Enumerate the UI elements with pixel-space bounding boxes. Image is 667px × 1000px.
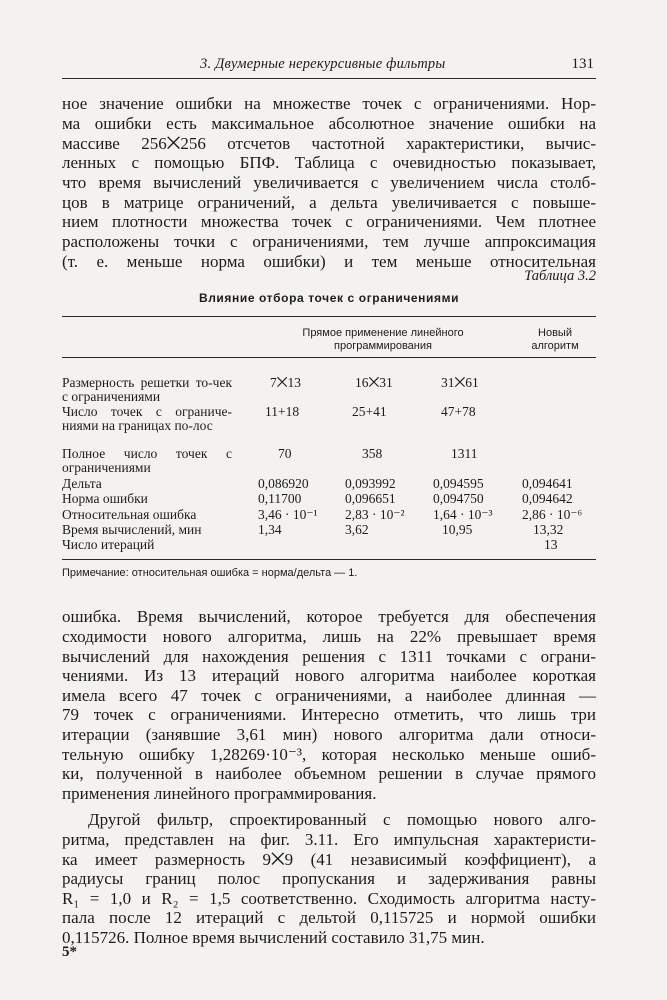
table-cell: 1,34 <box>258 522 282 537</box>
table-cell: 7⨉13 <box>270 375 302 390</box>
table-cell: 0,094642 <box>522 491 573 506</box>
table-title: Влияние отбора точек с ограничениями <box>198 291 460 305</box>
text-line: 0,115726. Полное время вычислений составило 31,75 мин. <box>62 928 485 947</box>
table-cell: 13,32 <box>533 522 564 537</box>
text-line: (т. е. меньше норма ошибки) и тем меньше относительная <box>62 252 596 271</box>
text-line: нием плотности множества точек с ограничениями. Чем плотнее <box>62 212 596 231</box>
column-new-header: Новый алгоритм <box>531 327 579 352</box>
text-line: массиве 256⨉256 отсчетов частотной характеристики, вычис- <box>62 134 596 153</box>
table-bottom-rule <box>62 559 596 560</box>
row-label: Размерность решетки то-чек с ограничениями <box>62 375 232 404</box>
table-cell: 70 <box>278 446 292 461</box>
text-line: ма ошибки есть максимальное абсолютное значение ошибки на <box>62 114 596 133</box>
row-label: Норма ошибки <box>62 491 148 506</box>
table-cell: 0,094595 <box>433 476 484 491</box>
table-cell: 0,086920 <box>258 476 309 491</box>
table-cell: 0,093992 <box>345 476 396 491</box>
text-line: радиусы границ полос пропускания и задерживания равны <box>62 869 596 888</box>
row-label: Дельта <box>62 476 102 491</box>
text-line: тельную ошибку 1,28269·10⁻³, которая несколько меньше ошиб- <box>62 745 596 764</box>
table-cell: 3,62 <box>345 522 369 537</box>
text-line: ка имеет размерность 9⨉9 (41 независимый коэффициент), а <box>62 850 596 869</box>
table-cell: 0,094750 <box>433 491 484 506</box>
table-cell: 0,094641 <box>522 476 573 491</box>
text-line: 79 точек с ограничениями. Интересно отметить, что лишь три <box>62 705 596 724</box>
text-line: итерации (занявшие 3,61 мин) нового алгоритма дали относи- <box>62 725 596 744</box>
text-line: ное значение ошибки на множестве точек с ограничениями. Нор- <box>62 94 596 113</box>
table-cell: 0,11700 <box>258 491 302 506</box>
row-label: Число точек с ограниче-ниями на границах по-лос <box>62 404 232 433</box>
table-cell: 2,83 · 10⁻² <box>345 507 405 522</box>
text-line: ленных с помощью БПФ. Таблица с очевидностью показывает, <box>62 153 596 172</box>
text-line: ошибка. Время вычислений, которое требуется для обеспечения <box>62 607 596 626</box>
text-line: что время вычислений увеличивается с увеличением числа столб- <box>62 173 596 192</box>
running-title: 3. Двумерные нерекурсивные фильтры <box>200 56 446 72</box>
text-line: ки, полученной в наиболее объемном решении в случае прямого <box>62 764 596 783</box>
running-header <box>62 52 596 79</box>
signature-mark: 5* <box>62 944 77 960</box>
table-cell: 47+78 <box>441 404 476 419</box>
text-line: имела всего 47 точек с ограничениями, а наиболее длинная — <box>62 686 596 705</box>
table-note: Примечание: относительная ошибка = норма/дельта — 1. <box>62 567 358 579</box>
table-caption: Таблица 3.2 <box>524 268 596 284</box>
table-cell: 3,46 · 10⁻¹ <box>258 507 318 522</box>
table-cell: 31⨉61 <box>441 375 479 390</box>
table-cell: 358 <box>362 446 383 461</box>
column-group-header: Прямое применение линейного программирования <box>302 327 464 352</box>
text-line: вычислений для нахождения решения с 1311 точками с ограни- <box>62 647 596 666</box>
text-line: R₁ = 1,0 и R₂ = 1,5 соответственно. Сходимость алгоритма насту- <box>62 889 596 908</box>
table-cell: 11+18 <box>265 404 300 419</box>
table-header-rule <box>62 357 596 358</box>
table-top-rule <box>62 316 596 317</box>
text-line: пала после 12 итераций с дельтой 0,115725 и нормой ошибки <box>62 908 596 927</box>
table-cell: 1,64 · 10⁻³ <box>433 507 493 522</box>
text-line: расположены точки с ограничениями, тем лучше аппроксимация <box>62 232 596 251</box>
row-label: Относительная ошибка <box>62 507 197 522</box>
text-line: цов в матрице ограничений, а дельта увеличивается с повыше- <box>62 193 596 212</box>
text-line: сходимости нового алгоритма, лишь на 22% превышает время <box>62 627 596 646</box>
row-label: Полное число точек с ограничениями <box>62 446 232 475</box>
page-number: 131 <box>571 56 594 72</box>
text-line: применения линейного программирования. <box>62 784 377 803</box>
row-label: Число итераций <box>62 537 155 552</box>
text-line: чениями. Из 13 итераций нового алгоритма наиболее короткая <box>62 666 596 685</box>
table-cell: 16⨉31 <box>355 375 393 390</box>
table-cell: 1311 <box>451 446 478 461</box>
table-cell: 10,95 <box>442 522 473 537</box>
row-label: Время вычислений, мин <box>62 522 202 537</box>
table-cell: 0,096651 <box>345 491 396 506</box>
table-cell: 25+41 <box>352 404 387 419</box>
text-line: Другой фильтр, спроектированный с помощью нового алго- <box>88 810 596 829</box>
text-line: ритма, представлен на фиг. 3.11. Его импульсная характеристи- <box>62 830 596 849</box>
table-cell: 2,86 · 10⁻⁶ <box>522 507 583 522</box>
table-cell: 13 <box>544 537 558 552</box>
